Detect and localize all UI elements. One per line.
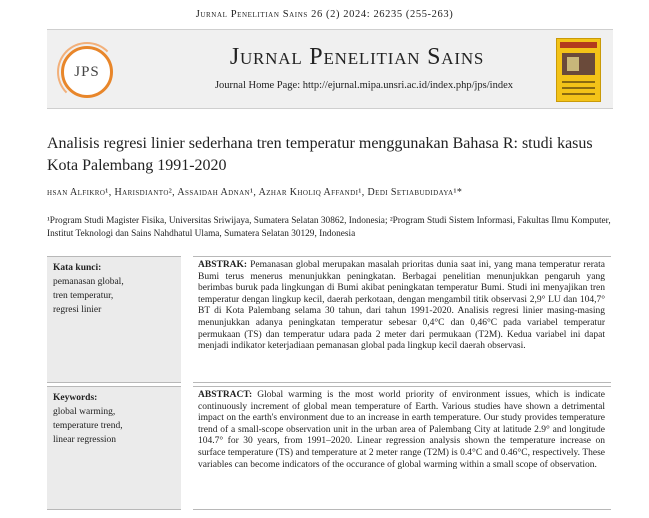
keyword-item: tren temperatur, — [53, 291, 114, 301]
abstract-en-panel — [193, 386, 611, 510]
keyword-item: global warming, — [53, 407, 116, 417]
keywords-en-heading: Keywords: — [53, 393, 98, 403]
journal-cover-thumbnail — [556, 38, 601, 102]
journal-title: Jurnal Penelitian Sains — [229, 44, 485, 70]
keywords-en-panel — [47, 386, 181, 510]
home-page-label: Journal Home Page: — [214, 80, 301, 91]
keyword-item: temperature trend, — [53, 421, 123, 431]
affiliation: ¹Program Studi Magister Fisika, Universitas Sriwijaya, Sumatera Selatan 30862, Indonesia; ²Program Studi Sistem Informasi, Fakultas Ilmu Komputer, Institut Teknologi dan Sains Nahdhatul Ulama, Sumatera Selatan 30129, Indonesia — [47, 216, 611, 239]
logo-text: JPS — [74, 63, 100, 80]
journal-logo — [61, 46, 113, 98]
abstract-en-heading: ABSTRACT: — [198, 390, 253, 400]
keywords-id-heading: Kata kunci: — [53, 263, 102, 273]
keyword-item: pemanasan global, — [53, 277, 124, 287]
keywords-id-panel — [47, 256, 181, 383]
abstract-id-panel — [193, 256, 611, 383]
article-title: Analisis regresi linier sederhana tren temperatur menggunakan Bahasa R: studi kasus Kota Palembang 1991-2020 — [47, 135, 593, 174]
keyword-item: linear regression — [53, 435, 117, 445]
logo-ring-icon — [57, 42, 117, 102]
abstract-en-text: Global warming is the most world priority of environment issues, which is indicate continuously increment of global mean temperature of Earth. Various studies have shown a detrimental impact on the earth's environment due to an increase in earth temperature. Our study provides temperature trend of a small-scope observation unit in the urban area of Palembang City at latitude 2.9° and longitude 104.7° for 30 years, from 1991–2020. Linear regression analysis shown the temperature increase on surface temperature (TS) and temperature at 2 meter range (T2M) is 0.4°C and 0.46°C, respectively. These variables can become indicators of the occurance of global warming within a small scope of observation. — [198, 390, 606, 470]
abstract-id-text: Pemanasan global merupakan masalah prioritas dunia saat ini, yang mana temperatur rerata Bumi terus menerus menunjukkan peningkatan. Berbagai penelitian menunjukkan pengaruh yang berimbas buruk pada lingkungan di Bumi akibat peningkatan temperatur Bumi. Studi ini menyajikan tren temperatur dengan lingkup kecil, daerah perkotaan, dengan mengambil titik observasi 2,9° LU dan 104,7° BT di Kota Palembang selama 30 tahun, dari tahun 1991-2020. Analisis regresi linier masing-masing menunjukkan adanya peningkatan temperatur sebesar 0,4°C dan 0,46°C pada variabel temperatur permukaan (TS) dan temperatur udara pada 2 meter dari permukaan (T2M). Kedua variabel ini dapat menjadi indikator keterjadiaan pemanasan global pada lingkup kecil daerah observasi. — [198, 260, 605, 352]
home-page-link[interactable]: http://ejurnal.mipa.unsri.ac.id/index.php/jps/index — [302, 80, 514, 91]
home-page-line — [174, 80, 554, 91]
abstract-id-heading: ABSTRAK: — [198, 260, 248, 270]
keyword-item: regresi linier — [53, 305, 102, 315]
author-list: hsan Alfikro¹, Harisdianto², Assaidah Adnan¹, Azhar Kholiq Affandi¹, Dedi Setiabudidaya¹* — [47, 187, 463, 198]
journal-masthead — [47, 29, 613, 109]
running-head: Jurnal Penelitian Sains 26 (2) 2024: 26235 (255-263) — [195, 9, 454, 20]
